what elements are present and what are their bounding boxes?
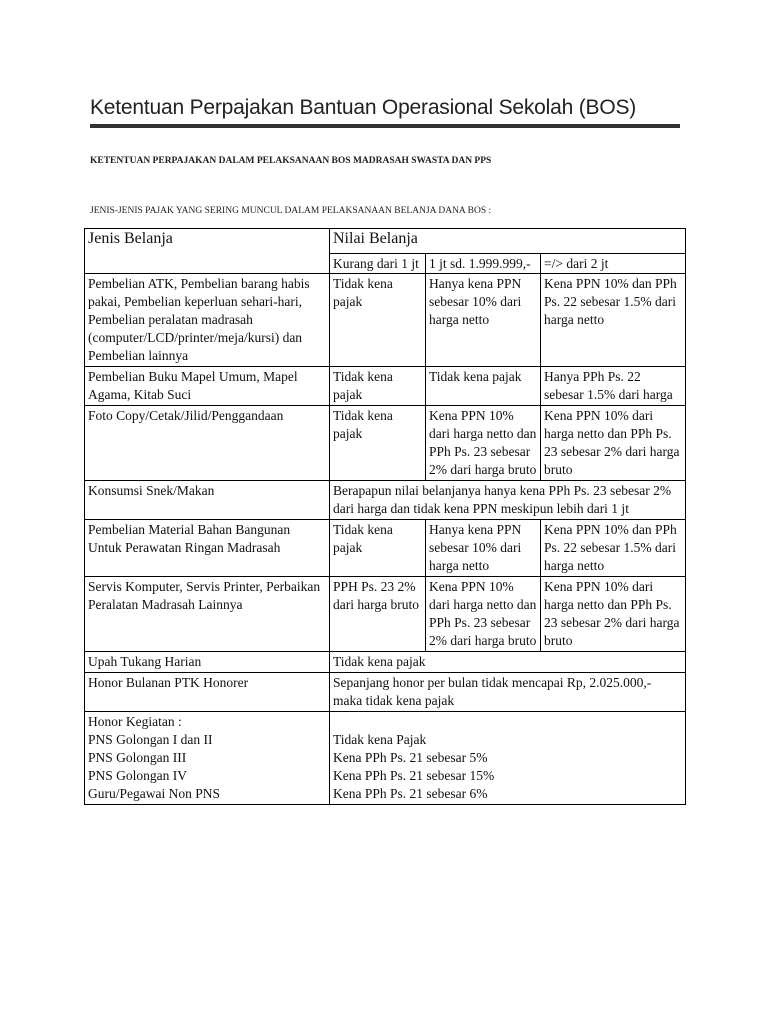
page-title: Ketentuan Perpajakan Bantuan Operasional Sekolah (BOS): [90, 96, 637, 119]
honor-label: Honor Kegiatan :: [88, 714, 182, 729]
row-cell: Hanya PPh Ps. 22 sebesar 1.5% dari harga: [541, 367, 686, 406]
intro-text: JENIS-JENIS PAJAK YANG SERING MUNCUL DALAM PELAKSANAAN BELANJA DANA BOS :: [90, 206, 492, 216]
row-jenis: Upah Tukang Harian: [85, 652, 330, 673]
header-jenis-belanja: Jenis Belanja: [85, 229, 330, 274]
table-row: [85, 520, 686, 577]
row-cell: Kena PPN 10% dan PPh Ps. 22 sebesar 1.5% dari harga netto: [541, 520, 686, 577]
header-kurang-1jt: Kurang dari 1 jt: [330, 254, 426, 274]
honor-value: Kena PPh Ps. 21 sebesar 6%: [333, 786, 488, 801]
row-jenis: Pembelian ATK, Pembelian barang habis pakai, Pembelian keperluan sehari-hari, Pembelian peralatan madrasah (computer/LCD/printer/meja/kursi) dan Pembelian lainnya: [85, 274, 330, 367]
row-jenis: Konsumsi Snek/Makan: [85, 481, 330, 520]
header-nilai-belanja: Nilai Belanja: [330, 229, 686, 254]
honor-values: [330, 712, 686, 805]
honor-value: Kena PPh Ps. 21 sebesar 15%: [333, 768, 495, 783]
honor-label: PNS Golongan IV: [88, 768, 188, 783]
table-row: [85, 274, 686, 367]
row-cell: Kena PPN 10% dan PPh Ps. 22 sebesar 1.5% dari harga netto: [541, 274, 686, 367]
honor-labels: [85, 712, 330, 805]
header-lebih-2jt: =/> dari 2 jt: [541, 254, 686, 274]
row-cell: Kena PPN 10% dari harga netto dan PPh Ps. 23 sebesar 2% dari harga bruto: [541, 577, 686, 652]
row-cell: Kena PPN 10% dari harga netto dan PPh Ps. 23 sebesar 2% dari harga bruto: [541, 406, 686, 481]
honor-label: PNS Golongan I dan II: [88, 732, 213, 747]
subheading: KETENTUAN PERPAJAKAN DALAM PELAKSANAAN BOS MADRASAH SWASTA DAN PPS: [90, 156, 492, 166]
row-jenis: Foto Copy/Cetak/Jilid/Penggandaan: [85, 406, 330, 481]
tax-table: [84, 228, 686, 805]
honor-value: [333, 713, 682, 731]
row-cell: Kena PPN 10% dari harga netto dan PPh Ps. 23 sebesar 2% dari harga bruto: [426, 406, 541, 481]
row-jenis: Pembelian Buku Mapel Umum, Mapel Agama, Kitab Suci: [85, 367, 330, 406]
header-1jt-2jt: 1 jt sd. 1.999.999,-: [426, 254, 541, 274]
row-jenis: Pembelian Material Bahan Bangunan Untuk Perawatan Ringan Madrasah: [85, 520, 330, 577]
row-cell: Hanya kena PPN sebesar 10% dari harga netto: [426, 274, 541, 367]
row-merged-cell: Sepanjang honor per bulan tidak mencapai Rp, 2.025.000,- maka tidak kena pajak: [330, 673, 686, 712]
row-jenis: Servis Komputer, Servis Printer, Perbaikan Peralatan Madrasah Lainnya: [85, 577, 330, 652]
table-row: [85, 577, 686, 652]
row-merged-cell: Tidak kena pajak: [330, 652, 686, 673]
row-merged-cell: Berapapun nilai belanjanya hanya kena PPh Ps. 23 sebesar 2% dari harga dan tidak kena PPN meskipun lebih dari 1 jt: [330, 481, 686, 520]
row-cell: Tidak kena pajak: [330, 520, 426, 577]
honor-label: Guru/Pegawai Non PNS: [88, 786, 220, 801]
table-row: [85, 367, 686, 406]
row-jenis: Honor Bulanan PTK Honorer: [85, 673, 330, 712]
title-rule: [90, 124, 680, 128]
row-cell: Hanya kena PPN sebesar 10% dari harga netto: [426, 520, 541, 577]
table-row: [85, 406, 686, 481]
honor-value: Kena PPh Ps. 21 sebesar 5%: [333, 750, 488, 765]
row-cell: Tidak kena pajak: [426, 367, 541, 406]
honor-value: Tidak kena Pajak: [333, 732, 427, 747]
row-cell: Kena PPN 10% dari harga netto dan PPh Ps. 23 sebesar 2% dari harga bruto: [426, 577, 541, 652]
row-cell: Tidak kena pajak: [330, 367, 426, 406]
row-cell: Tidak kena pajak: [330, 406, 426, 481]
table-row: [85, 652, 686, 673]
honor-label: PNS Golongan III: [88, 750, 187, 765]
table-row-honor: [85, 712, 686, 805]
header-row: [85, 229, 686, 254]
row-cell: PPH Ps. 23 2% dari harga bruto: [330, 577, 426, 652]
row-cell: Tidak kena pajak: [330, 274, 426, 367]
table-row: [85, 481, 686, 520]
table-row: [85, 673, 686, 712]
